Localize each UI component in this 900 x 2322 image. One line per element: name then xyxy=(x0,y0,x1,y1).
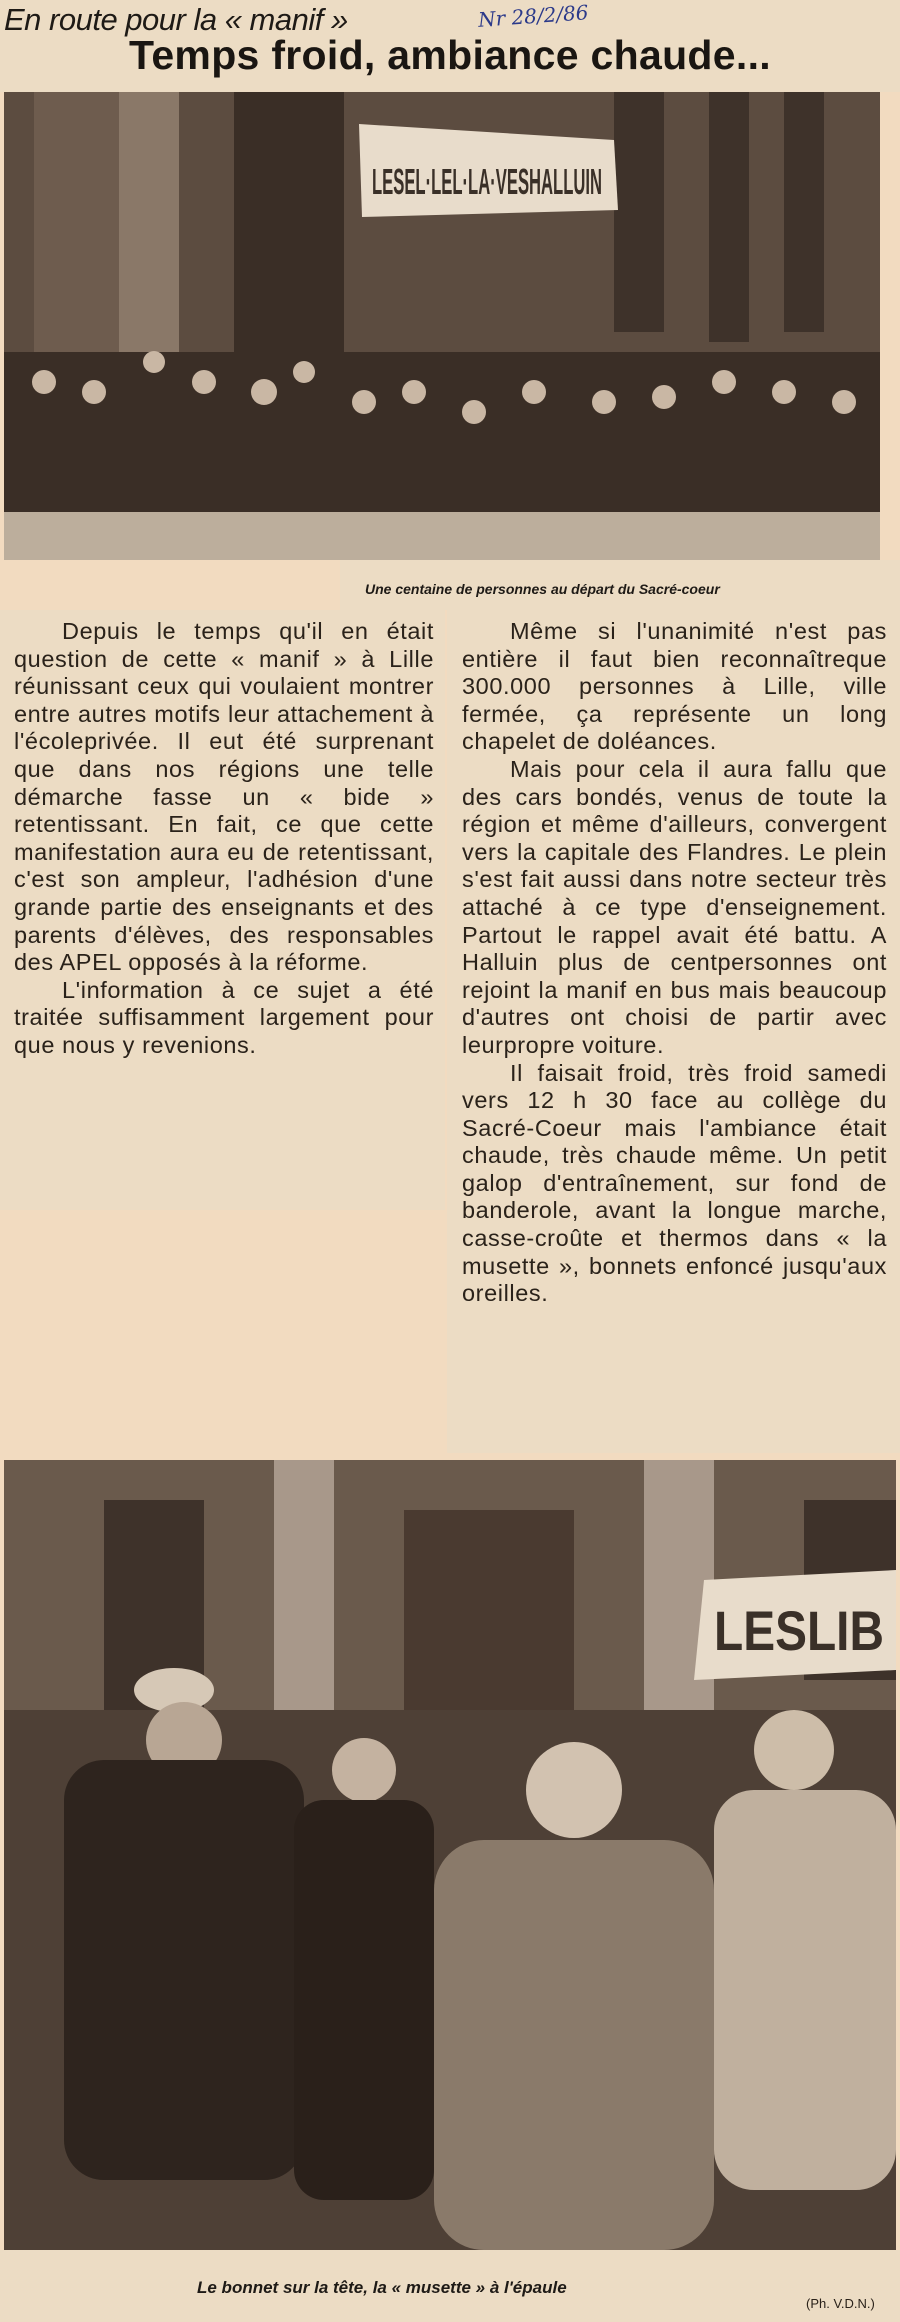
paragraph: Mais pour cela il aura fallu que des cars bondés, venus de toute la région et même d'ailleurs, convergent vers la capitale des Flandres. Le plein s'est fait aussi dans notre secteur très attaché à ce type d'enseignement. Partout le rappel avait été battu. A Halluin plus de centpersonnes ont rejoint la manif en bus mais beaucoup d'autres ont choisi de partir avec leurpropre voiture. xyxy=(462,755,887,1058)
face xyxy=(332,1738,396,1802)
photo-credit: (Ph. V.D.N.) xyxy=(806,2296,875,2311)
paragraph: Même si l'unanimité n'est pas entière il faut bien reconnaîtreque 300.000 personnes à Lille, ville fermée, ça représente un long chapelet de doléances. xyxy=(462,618,887,755)
photo-crowd-departure-drawing xyxy=(4,92,880,560)
photo1-caption: Une centaine de personnes au départ du Sacré-coeur xyxy=(365,581,720,597)
jacket xyxy=(714,1790,896,2190)
window xyxy=(709,92,749,342)
banner-text: LESLIB xyxy=(714,1599,884,1662)
brick-pillar xyxy=(274,1460,334,1720)
coat xyxy=(434,1840,714,2250)
handwritten-date: Nr 28/2/86 xyxy=(477,0,590,32)
photo-crowd-departure xyxy=(4,92,880,560)
banner-text: LESEL·LEL·LA·VESHALLUIN xyxy=(372,161,602,202)
crowd xyxy=(4,352,880,512)
article-column-right xyxy=(462,618,887,1308)
paragraph: L'information à ce sujet a été traitée suffisamment largement pour que nous y revenions. xyxy=(14,976,434,1058)
photo-marchers-drawing xyxy=(4,1460,896,2250)
photo2-caption: Le bonnet sur la tête, la « musette » à l'épaule xyxy=(197,2278,567,2297)
coat xyxy=(294,1800,434,2200)
brick-pillar xyxy=(119,92,179,382)
paragraph: Depuis le temps qu'il en était question de cette « manif » à Lille réunissant ceux qui voulaient montrer entre autres motifs leur attachement à l'écoleprivée. Il eut été surprenant que dans nos régions une telle démarche fasse un « bide » retentissant. En fait, ce que cette manifestation aura eu de retentissant, c'est son ampleur, l'adhésion d'une grande partie des enseignants et des parents d'élèves, des responsables des APEL opposés à la réforme. xyxy=(14,618,434,976)
window xyxy=(784,92,824,332)
photo-marchers xyxy=(4,1460,896,2250)
article-column-left xyxy=(14,618,434,1060)
doorway xyxy=(234,92,344,352)
kicker: En route pour la « manif » xyxy=(4,2,348,37)
leather-jacket xyxy=(64,1760,304,2180)
headline: Temps froid, ambiance chaude... xyxy=(129,32,771,78)
pavement xyxy=(4,512,880,560)
paragraph: Il faisait froid, très froid samedi vers 12 h 30 face au collège du Sacré-Coeur mais l'ambiance était chaude, très chaude même. Un petit galop d'entraînement, sur fond de banderole, avant la longue marche, casse-croûte et thermos dans « la musette », bonnets enfoncé jusqu'aux oreilles. xyxy=(462,1059,887,1307)
face xyxy=(754,1710,834,1790)
face xyxy=(526,1742,622,1838)
window xyxy=(614,92,664,332)
